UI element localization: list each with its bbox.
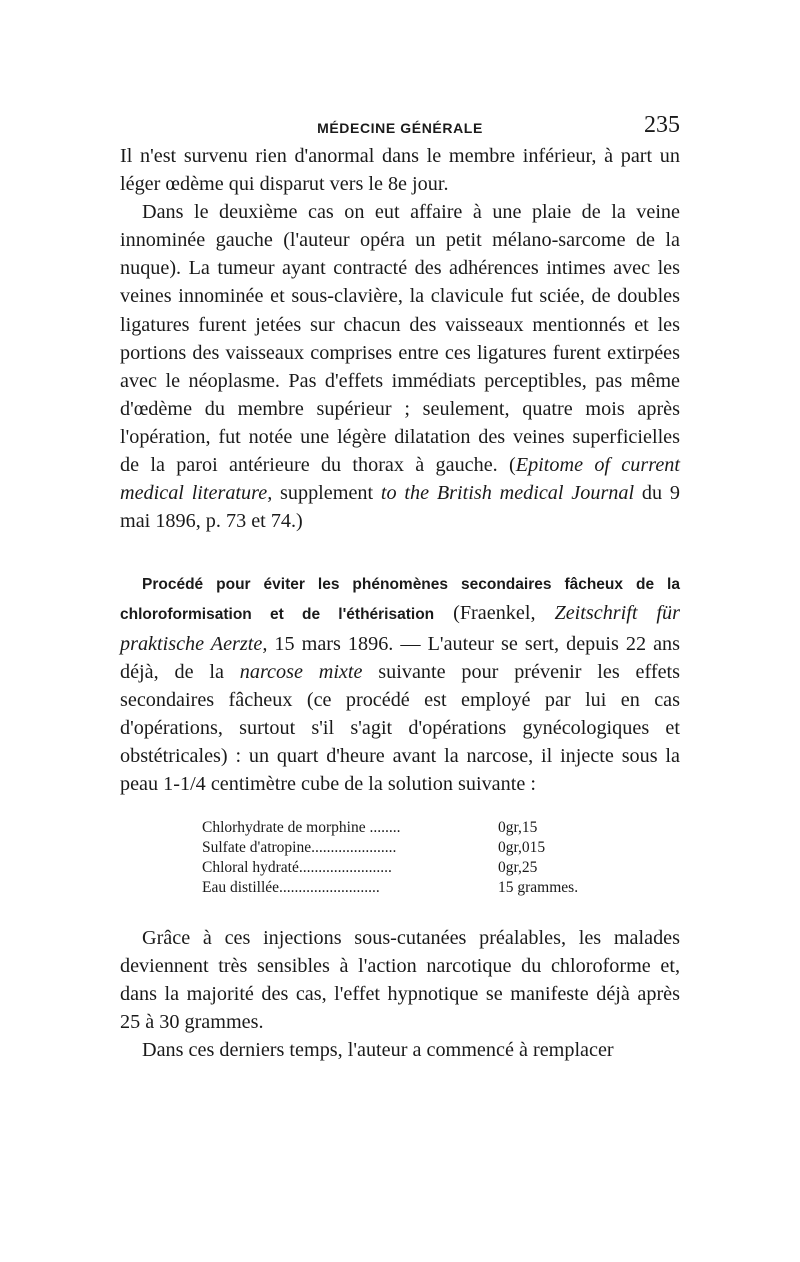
formula-ingredient: Chloral hydraté........................ [202,859,392,877]
running-header [120,112,680,142]
running-title: MÉDECINE GÉNÉRALE [317,120,483,136]
formula-row [202,858,597,878]
journal-title-italic: Zeitschrift für praktische Aerzte, [120,602,680,655]
formula-ingredient: Sulfate d'atropine...................... [202,839,397,857]
prescription-formula [202,818,597,898]
formula-amount: 0gr,25 [498,859,538,877]
paragraph-5: Dans ces derniers temps, l'auteur a commencé à remplacer [142,1039,614,1062]
paragraph-1: Il n'est survenu rien d'anormal dans le membre inférieur, à part un léger œdème qui disparut vers le 8e jour. [120,145,680,196]
page-number: 235 [644,112,680,138]
paragraph-3-c: suivante pour prévenir les effets secondaires fâcheux (ce procédé est employé par lui en cas d'opérations, surtout s'il s'agit d'opérations gynécologiques et obstétricales) : un quart d'heure avant la narcose, il injecte sous la peau 1-1/4 centimètre cube de la solution suivante : [120,660,680,795]
paragraph-4: Grâce à ces injections sous-cutanées préalables, les malades deviennent très sensibles à l'action narcotique du chloroforme et, dans la majorité des cas, l'effet hypnotique se manifeste déjà après 25 à 30 grammes. [120,927,680,1034]
paragraph-3-b: 15 mars 1896. — L'auteur se sert, depuis 22 ans déjà, de la [120,632,680,683]
paragraph-2-mid: supplement [272,482,381,505]
formula-amount: 0gr,015 [498,839,546,857]
formula-amount: 15 grammes. [498,879,579,897]
paragraph-2-end: du 9 mai 1896, p. 73 et 74.) [120,482,680,533]
source-journal-italic: to the British medical Journal [380,482,635,505]
formula-ingredient: Eau distillée.......................... [202,879,380,897]
formula-amount: 0gr,15 [498,819,538,837]
narcose-mixte-italic: narcose mixte [239,660,363,683]
formula-row [202,838,597,858]
paragraph-2-text: Dans le deuxième cas on eut affaire à une plaie de la veine innominée gauche (l'auteur opéra un petit mélano-sarcome de la nuque). La tumeur ayant contracté des adhérences intimes avec les veines innominée et sous-clavière, la clavicule fut sciée, de doubles ligatures furent jetées sur chacun des vaisseaux mentionnés et les portions des vaisseaux comprises entre ces ligatures furent extirpées avec le néoplasme. Pas d'effets immédiats perceptibles, pas même d'œdème du membre supérieur ; seulement, quatre mois après l'opération, fut notée une légère dilatation des veines superficielles de la paroi antérieure du thorax à gauche. ( [120,201,680,477]
paragraph-3-a: (Fraenkel, [434,602,555,625]
formula-row [202,878,597,898]
paragraph-3 [120,569,680,798]
source-citation-italic: Epitome of current medical literature, [120,454,680,505]
paragraph-2 [120,198,680,535]
book-page [120,112,680,1065]
section-heading: Procédé pour éviter les phénomènes secondaires fâcheux de la chloroformisation et de l'éthérisation [120,576,680,624]
formula-row [202,818,597,838]
body-text [120,142,680,1065]
formula-ingredient: Chlorhydrate de morphine ........ [202,819,401,837]
